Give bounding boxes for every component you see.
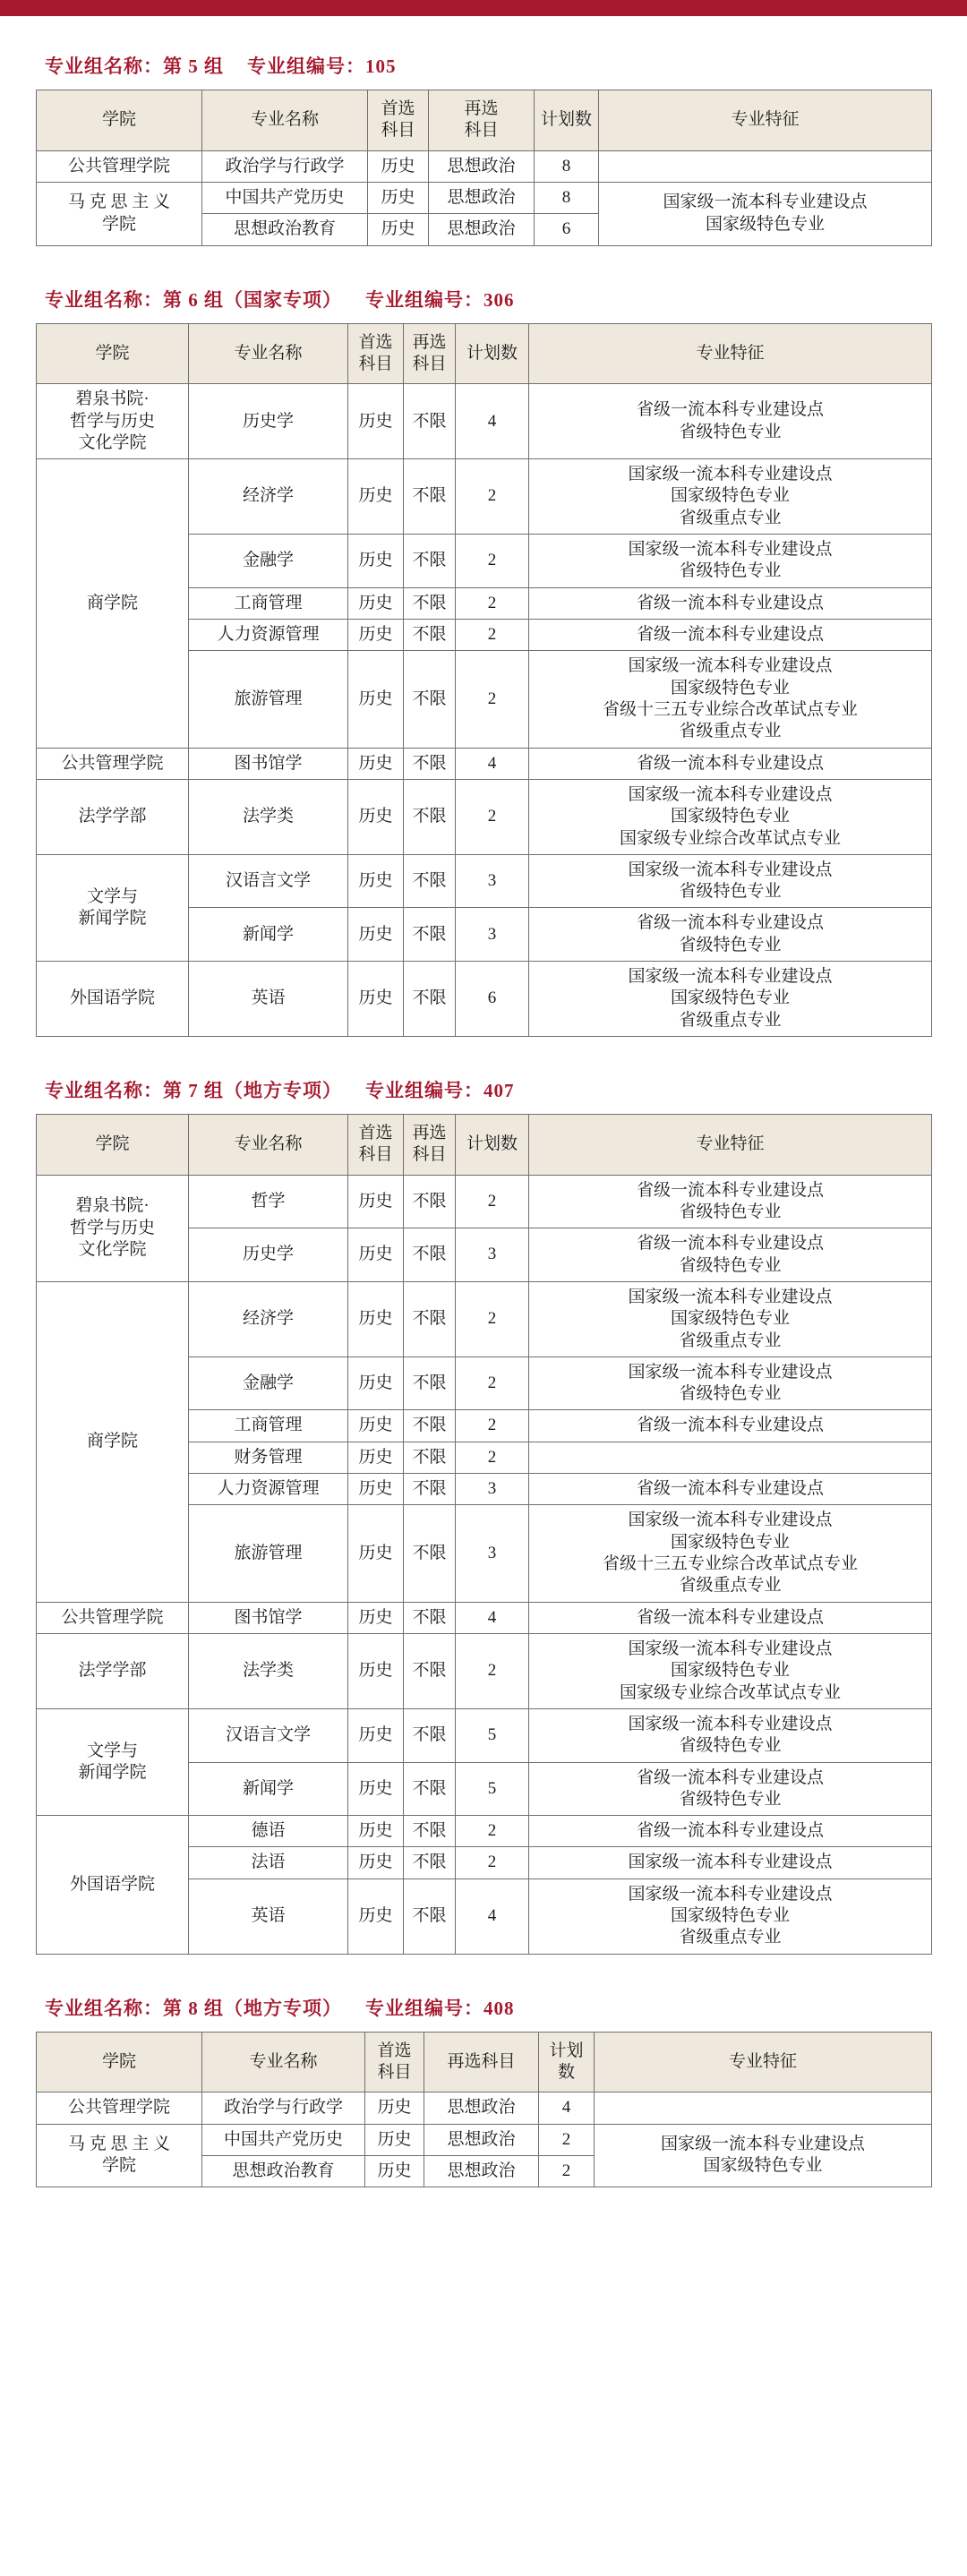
column-header: 计划数 [539, 2032, 595, 2092]
column-header: 专业名称 [189, 323, 348, 384]
group-code-label: 专业组编号： [247, 56, 365, 77]
cell-major: 经济学 [189, 1281, 348, 1356]
cell-second-subject: 不限 [404, 620, 456, 651]
cell-plan-count: 2 [456, 651, 529, 748]
group-name-label: 专业组名称： [45, 1997, 163, 2019]
cell-second-subject: 不限 [404, 1356, 456, 1410]
group-name-label: 专业组名称： [45, 56, 163, 77]
cell-major: 政治学与行政学 [202, 150, 368, 182]
cell-feature: 国家级一流本科专业建设点 国家级特色专业 [599, 182, 932, 245]
cell-plan-count: 2 [456, 620, 529, 651]
group-heading [45, 286, 931, 312]
cell-college: 外国语学院 [37, 962, 189, 1037]
cell-college: 外国语学院 [37, 1816, 189, 1955]
table-body [37, 384, 932, 1037]
cell-college: 文学与 新闻学院 [37, 854, 189, 961]
cell-plan-count: 2 [456, 587, 529, 619]
cell-feature: 省级一流本科专业建设点 [529, 1474, 932, 1505]
table-row [37, 1281, 932, 1356]
cell-plan-count: 2 [539, 2155, 595, 2187]
table-row [37, 1708, 932, 1762]
cell-first-subject: 历史 [365, 2124, 424, 2155]
cell-feature: 省级一流本科专业建设点 [529, 620, 932, 651]
cell-plan-count: 4 [456, 748, 529, 779]
cell-major: 政治学与行政学 [202, 2092, 365, 2124]
cell-feature: 国家级一流本科专业建设点 国家级特色专业 国家级专业综合改革试点专业 [529, 779, 932, 854]
cell-first-subject: 历史 [348, 748, 404, 779]
cell-feature: 国家级一流本科专业建设点 国家级特色专业 省级重点专业 [529, 1281, 932, 1356]
table-body [37, 150, 932, 245]
cell-major: 经济学 [189, 459, 348, 535]
cell-second-subject: 不限 [404, 459, 456, 535]
cell-plan-count: 2 [456, 779, 529, 854]
cell-feature: 省级一流本科专业建设点 [529, 587, 932, 619]
group-code-value: 408 [484, 1997, 515, 2019]
cell-second-subject: 不限 [404, 587, 456, 619]
column-header: 专业特征 [599, 90, 932, 151]
table-header-row [37, 2032, 932, 2092]
cell-plan-count: 2 [456, 1356, 529, 1410]
cell-second-subject: 思想政治 [424, 2155, 539, 2187]
cell-feature: 国家级一流本科专业建设点 省级特色专业 [529, 854, 932, 908]
cell-first-subject: 历史 [368, 214, 429, 245]
cell-first-subject: 历史 [348, 1602, 404, 1633]
cell-plan-count: 4 [539, 2092, 595, 2124]
major-group-block [36, 286, 931, 1037]
cell-plan-count: 2 [456, 1281, 529, 1356]
cell-first-subject: 历史 [348, 1228, 404, 1282]
group-name-value: 第 7 组（地方专项） [163, 1080, 342, 1101]
cell-plan-count: 8 [535, 150, 599, 182]
cell-second-subject: 不限 [404, 1410, 456, 1442]
cell-college: 公共管理学院 [37, 150, 202, 182]
major-table [36, 323, 932, 1037]
cell-second-subject: 不限 [404, 1762, 456, 1816]
column-header: 首选 科目 [365, 2032, 424, 2092]
cell-first-subject: 历史 [348, 651, 404, 748]
cell-second-subject: 不限 [404, 1281, 456, 1356]
cell-college: 碧泉书院· 哲学与历史 文化学院 [37, 384, 189, 459]
cell-plan-count: 6 [456, 962, 529, 1037]
cell-first-subject: 历史 [365, 2155, 424, 2187]
cell-first-subject: 历史 [348, 1410, 404, 1442]
cell-second-subject: 不限 [404, 1633, 456, 1708]
column-header: 专业名称 [189, 1115, 348, 1176]
cell-second-subject: 思想政治 [424, 2092, 539, 2124]
cell-plan-count: 2 [456, 535, 529, 588]
column-header: 专业特征 [529, 323, 932, 384]
cell-college: 法学学部 [37, 1633, 189, 1708]
cell-second-subject: 思想政治 [429, 214, 535, 245]
cell-major: 哲学 [189, 1175, 348, 1228]
cell-first-subject: 历史 [348, 459, 404, 535]
cell-feature: 国家级一流本科专业建设点 省级特色专业 [529, 1356, 932, 1410]
cell-major: 汉语言文学 [189, 1708, 348, 1762]
cell-first-subject: 历史 [348, 1505, 404, 1602]
cell-feature: 国家级一流本科专业建设点 省级特色专业 [529, 1708, 932, 1762]
cell-plan-count: 8 [535, 182, 599, 213]
cell-major: 人力资源管理 [189, 1474, 348, 1505]
cell-major: 法学类 [189, 1633, 348, 1708]
cell-first-subject: 历史 [348, 620, 404, 651]
cell-first-subject: 历史 [348, 1816, 404, 1847]
cell-major: 图书馆学 [189, 748, 348, 779]
major-table [36, 1114, 932, 1955]
cell-second-subject: 不限 [404, 1175, 456, 1228]
cell-feature: 国家级一流本科专业建设点 国家级特色专业 省级重点专业 [529, 459, 932, 535]
column-header: 首选 科目 [368, 90, 429, 151]
cell-major: 旅游管理 [189, 651, 348, 748]
cell-first-subject: 历史 [348, 1762, 404, 1816]
cell-major: 德语 [189, 1816, 348, 1847]
table-header [37, 1115, 932, 1176]
cell-college: 碧泉书院· 哲学与历史 文化学院 [37, 1175, 189, 1281]
cell-feature: 国家级一流本科专业建设点 国家级特色专业 省级重点专业 [529, 1879, 932, 1954]
cell-plan-count: 2 [456, 459, 529, 535]
cell-major: 思想政治教育 [202, 2155, 365, 2187]
cell-college: 马 克 思 主 义 学院 [37, 182, 202, 245]
cell-second-subject: 不限 [404, 1816, 456, 1847]
cell-first-subject: 历史 [348, 1708, 404, 1762]
table-row [37, 150, 932, 182]
document-content [0, 52, 967, 2187]
cell-second-subject: 思想政治 [429, 150, 535, 182]
cell-feature: 国家级一流本科专业建设点 国家级特色专业 [595, 2124, 932, 2187]
table-row [37, 1633, 932, 1708]
cell-feature: 国家级一流本科专业建设点 省级特色专业 [529, 535, 932, 588]
cell-plan-count: 3 [456, 1505, 529, 1602]
cell-second-subject: 不限 [404, 854, 456, 908]
group-heading [45, 52, 931, 79]
column-header: 再选 科目 [404, 323, 456, 384]
cell-major: 历史学 [189, 1228, 348, 1282]
cell-major: 英语 [189, 1879, 348, 1954]
table-body [37, 2092, 932, 2187]
column-header: 学院 [37, 90, 202, 151]
table-row [37, 1175, 932, 1228]
cell-feature: 省级一流本科专业建设点 省级特色专业 [529, 384, 932, 459]
cell-feature: 省级一流本科专业建设点 [529, 748, 932, 779]
cell-college: 商学院 [37, 459, 189, 748]
major-table [36, 2032, 932, 2188]
cell-college: 公共管理学院 [37, 1602, 189, 1633]
cell-feature [599, 150, 932, 182]
cell-second-subject: 不限 [404, 1505, 456, 1602]
cell-first-subject: 历史 [368, 150, 429, 182]
cell-second-subject: 不限 [404, 1847, 456, 1879]
cell-feature [595, 2092, 932, 2124]
cell-college: 马 克 思 主 义 学院 [37, 2124, 202, 2187]
cell-feature: 省级一流本科专业建设点 [529, 1816, 932, 1847]
table-row [37, 182, 932, 213]
table-header [37, 90, 932, 151]
cell-major: 历史学 [189, 384, 348, 459]
cell-feature: 国家级一流本科专业建设点 国家级特色专业 省级十三五专业综合改革试点专业 省级重点专业 [529, 651, 932, 748]
table-row [37, 2092, 932, 2124]
column-header: 首选 科目 [348, 1115, 404, 1176]
table-row [37, 748, 932, 779]
cell-major: 新闻学 [189, 1762, 348, 1816]
column-header: 再选科目 [424, 2032, 539, 2092]
column-header: 再选 科目 [429, 90, 535, 151]
cell-first-subject: 历史 [348, 1474, 404, 1505]
cell-first-subject: 历史 [348, 587, 404, 619]
cell-second-subject: 思想政治 [424, 2124, 539, 2155]
cell-plan-count: 2 [456, 1410, 529, 1442]
cell-major: 旅游管理 [189, 1505, 348, 1602]
table-row [37, 384, 932, 459]
cell-plan-count: 2 [456, 1847, 529, 1879]
top-accent-bar [0, 0, 967, 16]
cell-first-subject: 历史 [348, 1633, 404, 1708]
cell-first-subject: 历史 [348, 962, 404, 1037]
cell-feature: 省级一流本科专业建设点 [529, 1410, 932, 1442]
cell-second-subject: 思想政治 [429, 182, 535, 213]
cell-feature: 省级一流本科专业建设点 省级特色专业 [529, 1762, 932, 1816]
column-header: 首选 科目 [348, 323, 404, 384]
cell-college: 公共管理学院 [37, 748, 189, 779]
cell-second-subject: 不限 [404, 384, 456, 459]
group-name-label: 专业组名称： [45, 1080, 163, 1101]
cell-second-subject: 不限 [404, 908, 456, 962]
cell-plan-count: 5 [456, 1708, 529, 1762]
cell-first-subject: 历史 [348, 854, 404, 908]
cell-major: 思想政治教育 [202, 214, 368, 245]
cell-major: 图书馆学 [189, 1602, 348, 1633]
cell-major: 中国共产党历史 [202, 182, 368, 213]
cell-plan-count: 3 [456, 908, 529, 962]
column-header: 学院 [37, 323, 189, 384]
column-header: 学院 [37, 2032, 202, 2092]
table-header-row [37, 90, 932, 151]
table-body [37, 1175, 932, 1954]
cell-second-subject: 不限 [404, 535, 456, 588]
cell-feature: 国家级一流本科专业建设点 [529, 1847, 932, 1879]
cell-first-subject: 历史 [348, 1175, 404, 1228]
group-code-label: 专业组编号： [365, 1997, 484, 2019]
cell-plan-count: 2 [456, 1816, 529, 1847]
table-row [37, 459, 932, 535]
table-header-row [37, 323, 932, 384]
cell-feature: 省级一流本科专业建设点 [529, 1602, 932, 1633]
table-header [37, 323, 932, 384]
table-row [37, 2124, 932, 2155]
cell-first-subject: 历史 [368, 182, 429, 213]
group-code-label: 专业组编号： [365, 1080, 484, 1101]
table-row [37, 962, 932, 1037]
cell-feature: 国家级一流本科专业建设点 国家级特色专业 省级十三五专业综合改革试点专业 省级重点专业 [529, 1505, 932, 1602]
cell-plan-count: 2 [456, 1633, 529, 1708]
major-group-block [36, 52, 931, 246]
cell-feature: 省级一流本科专业建设点 省级特色专业 [529, 1175, 932, 1228]
cell-major: 工商管理 [189, 1410, 348, 1442]
group-code-label: 专业组编号： [365, 288, 484, 311]
cell-first-subject: 历史 [348, 535, 404, 588]
cell-plan-count: 3 [456, 1474, 529, 1505]
major-group-block [36, 1076, 931, 1955]
cell-second-subject: 不限 [404, 1228, 456, 1282]
column-header: 计划数 [456, 323, 529, 384]
cell-major: 财务管理 [189, 1442, 348, 1473]
cell-plan-count: 4 [456, 384, 529, 459]
cell-first-subject: 历史 [348, 1879, 404, 1954]
group-name-value: 第 6 组（国家专项） [163, 288, 342, 311]
group-code-value: 105 [365, 56, 397, 77]
cell-plan-count: 2 [456, 1175, 529, 1228]
table-header [37, 2032, 932, 2092]
cell-major: 英语 [189, 962, 348, 1037]
cell-plan-count: 2 [539, 2124, 595, 2155]
cell-plan-count: 4 [456, 1602, 529, 1633]
table-row [37, 1602, 932, 1633]
column-header: 专业特征 [529, 1115, 932, 1176]
column-header: 计划数 [535, 90, 599, 151]
column-header: 专业特征 [595, 2032, 932, 2092]
cell-second-subject: 不限 [404, 1474, 456, 1505]
cell-college: 法学学部 [37, 779, 189, 854]
column-header: 专业名称 [202, 2032, 365, 2092]
cell-first-subject: 历史 [348, 1281, 404, 1356]
cell-second-subject: 不限 [404, 1708, 456, 1762]
cell-plan-count: 2 [456, 1442, 529, 1473]
cell-second-subject: 不限 [404, 962, 456, 1037]
major-group-block [36, 1994, 931, 2188]
cell-major: 金融学 [189, 535, 348, 588]
cell-major: 工商管理 [189, 587, 348, 619]
column-header: 专业名称 [202, 90, 368, 151]
cell-plan-count: 4 [456, 1879, 529, 1954]
cell-major: 法语 [189, 1847, 348, 1879]
cell-second-subject: 不限 [404, 779, 456, 854]
table-row [37, 1816, 932, 1847]
cell-second-subject: 不限 [404, 1879, 456, 1954]
group-heading [45, 1076, 931, 1103]
cell-college: 文学与 新闻学院 [37, 1708, 189, 1815]
group-name-value: 第 5 组 [163, 56, 224, 77]
cell-first-subject: 历史 [348, 384, 404, 459]
cell-first-subject: 历史 [348, 1356, 404, 1410]
cell-second-subject: 不限 [404, 748, 456, 779]
column-header: 再选 科目 [404, 1115, 456, 1176]
cell-college: 公共管理学院 [37, 2092, 202, 2124]
cell-major: 法学类 [189, 779, 348, 854]
cell-college: 商学院 [37, 1281, 189, 1602]
cell-first-subject: 历史 [348, 1847, 404, 1879]
cell-plan-count: 6 [535, 214, 599, 245]
group-heading [45, 1994, 931, 2021]
cell-major: 汉语言文学 [189, 854, 348, 908]
cell-first-subject: 历史 [365, 2092, 424, 2124]
cell-feature: 国家级一流本科专业建设点 国家级特色专业 省级重点专业 [529, 962, 932, 1037]
cell-major: 人力资源管理 [189, 620, 348, 651]
cell-second-subject: 不限 [404, 651, 456, 748]
cell-plan-count: 5 [456, 1762, 529, 1816]
table-row [37, 779, 932, 854]
cell-major: 金融学 [189, 1356, 348, 1410]
cell-feature: 省级一流本科专业建设点 省级特色专业 [529, 1228, 932, 1282]
table-row [37, 854, 932, 908]
cell-feature: 国家级一流本科专业建设点 国家级特色专业 国家级专业综合改革试点专业 [529, 1633, 932, 1708]
major-table [36, 90, 932, 246]
cell-plan-count: 3 [456, 854, 529, 908]
cell-feature [529, 1442, 932, 1473]
group-code-value: 306 [484, 288, 515, 311]
cell-feature: 省级一流本科专业建设点 省级特色专业 [529, 908, 932, 962]
cell-first-subject: 历史 [348, 779, 404, 854]
column-header: 学院 [37, 1115, 189, 1176]
cell-plan-count: 3 [456, 1228, 529, 1282]
cell-second-subject: 不限 [404, 1602, 456, 1633]
group-name-label: 专业组名称： [45, 288, 163, 311]
cell-major: 中国共产党历史 [202, 2124, 365, 2155]
column-header: 计划数 [456, 1115, 529, 1176]
cell-first-subject: 历史 [348, 1442, 404, 1473]
group-code-value: 407 [484, 1080, 515, 1101]
group-name-value: 第 8 组（地方专项） [163, 1997, 342, 2019]
table-header-row [37, 1115, 932, 1176]
cell-major: 新闻学 [189, 908, 348, 962]
cell-second-subject: 不限 [404, 1442, 456, 1473]
cell-first-subject: 历史 [348, 908, 404, 962]
